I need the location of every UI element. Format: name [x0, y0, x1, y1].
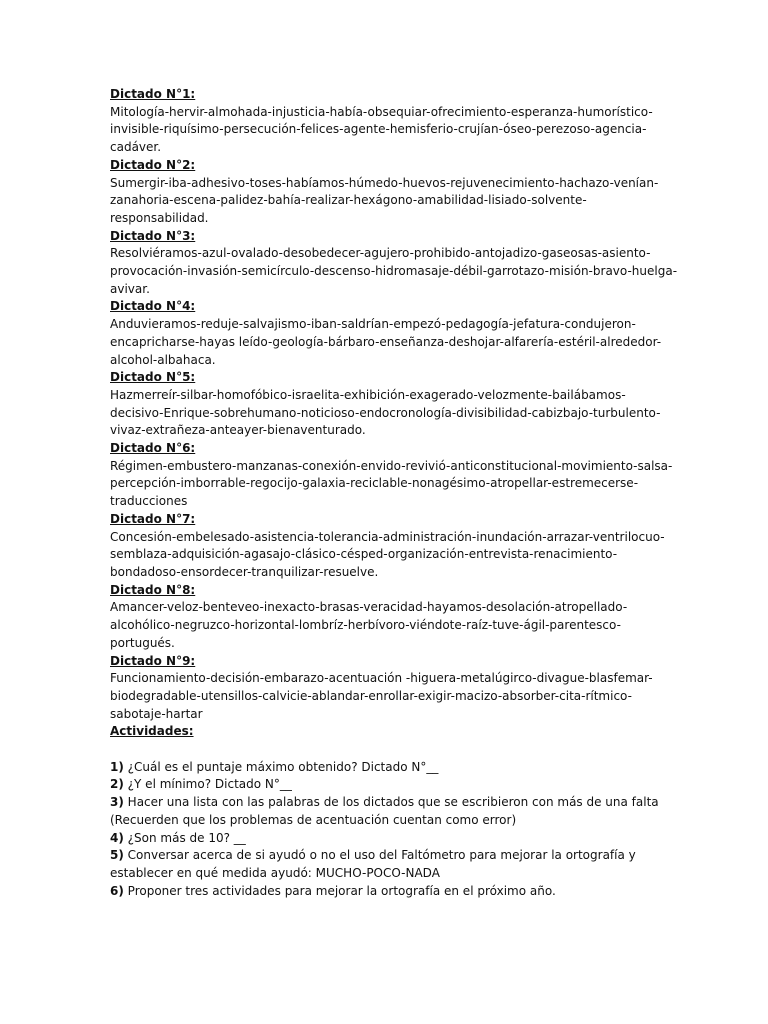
- dictado-word-line: biodegradable-utensillos-calvicie-ablandar-enrollar-exigir-macizo-absorber-cita-rítmico-: [110, 688, 632, 703]
- dictado-word-line: responsabilidad.: [110, 210, 209, 225]
- actividad-item: [110, 883, 670, 901]
- dictado-block: [110, 228, 678, 299]
- actividad-line: [110, 883, 670, 901]
- dictado-word-line: encapricharse-hayas leído-geología-bárbaro-enseñanza-deshojar-alfarería-estéril-alrededor-: [110, 334, 662, 349]
- dictado-heading: Dictado N°3:: [110, 228, 196, 243]
- actividad-text: ¿Son más de 10? __: [127, 830, 246, 845]
- dictado-block: [110, 440, 673, 511]
- actividad-text: establecer en qué medida ayudó: MUCHO-POCO-NADA: [110, 865, 440, 880]
- actividad-number: 5): [110, 848, 124, 863]
- actividad-item: [110, 847, 670, 882]
- dictado-word-line: Sumergir-iba-adhesivo-toses-habíamos-húmedo-huevos-rejuvenecimiento-hachazo-venían-: [110, 175, 659, 190]
- actividad-text: (Recuerden que los problemas de acentuación cuentan como error): [110, 812, 517, 827]
- actividades-heading: Actividades:: [110, 724, 194, 739]
- dictado-heading: Dictado N°4:: [110, 299, 196, 314]
- actividad-item: [110, 830, 670, 848]
- dictado-block: [110, 86, 670, 157]
- dictado-word-line: Mitología-hervir-almohada-injusticia-había-obsequiar-ofrecimiento-esperanza-humorístico-: [110, 104, 653, 119]
- dictado-word-line: decisivo-Enrique-sobrehumano-noticioso-endocronología-divisibilidad-cabizbajo-turbulento-: [110, 405, 661, 420]
- dictados-section: [110, 86, 678, 723]
- actividad-number: 1): [110, 759, 124, 774]
- actividad-item: [110, 759, 670, 777]
- document-page: [110, 86, 678, 900]
- actividad-text: Conversar acerca de si ayudó o no el uso del Faltómetro para mejorar la ortografía y: [127, 848, 636, 863]
- actividad-number: 6): [110, 883, 124, 898]
- dictado-heading: Dictado N°5:: [110, 370, 196, 385]
- dictado-heading: Dictado N°1:: [110, 87, 196, 101]
- dictado-word-line: invisible-riquísimo-persecución-felices-agente-hemisferio-crujían-óseo-perezoso-agencia-: [110, 122, 647, 137]
- actividad-number: 4): [110, 830, 124, 845]
- actividad-line: [110, 812, 670, 830]
- dictado-heading: Dictado N°8:: [110, 582, 196, 597]
- dictado-word-line: zanahoria-escena-palidez-bahía-realizar-hexágono-amabilidad-lisiado-solvente-: [110, 193, 587, 208]
- dictado-block: [110, 157, 670, 228]
- dictado-block: [110, 369, 670, 440]
- actividad-line: [110, 830, 670, 848]
- actividad-line: [110, 776, 670, 794]
- dictado-word-line: portugués.: [110, 635, 175, 650]
- actividad-text: Proponer tres actividades para mejorar la ortografía en el próximo año.: [127, 883, 556, 898]
- dictado-word-line: Anduvieramos-reduje-salvajismo-iban-saldrían-empezó-pedagogía-jefatura-condujeron-: [110, 317, 636, 332]
- dictado-block: [110, 298, 670, 369]
- dictado-word-line: Régimen-embustero-manzanas-conexión-envido-revivió-anticonstitucional-movimiento-salsa-: [110, 458, 673, 473]
- actividad-line: [110, 759, 670, 777]
- dictado-block: [110, 653, 670, 724]
- dictado-word-line: sabotaje-hartar: [110, 706, 203, 721]
- actividad-line: [110, 847, 670, 865]
- actividad-number: 2): [110, 777, 124, 792]
- dictado-word-line: bondadoso-ensordecer-tranquilizar-resuelve.: [110, 564, 379, 579]
- actividad-line: [110, 865, 670, 883]
- actividad-item: [110, 794, 670, 829]
- actividad-line: [110, 794, 670, 812]
- dictado-word-line: Amancer-veloz-benteveo-inexacto-brasas-veracidad-hayamos-desolación-atropellado-: [110, 600, 628, 615]
- actividad-text: ¿Y el mínimo? Dictado N°__: [127, 777, 292, 792]
- dictado-heading: Dictado N°9:: [110, 653, 196, 668]
- dictado-heading: Dictado N°2:: [110, 157, 196, 172]
- actividad-number: 3): [110, 795, 124, 810]
- dictado-word-line: alcohol-albahaca.: [110, 352, 216, 367]
- actividad-text: ¿Cuál es el puntaje máximo obtenido? Dictado N°__: [127, 759, 439, 774]
- dictado-word-line: Resolviéramos-azul-ovalado-desobedecer-agujero-prohibido-antojadizo-gaseosas-asiento-: [110, 246, 651, 261]
- actividades-list: [110, 759, 670, 901]
- dictado-block: [110, 582, 670, 653]
- dictado-word-line: Concesión-embelesado-asistencia-tolerancia-administración-inundación-arrazar-ventrilocuo-: [110, 529, 665, 544]
- dictado-word-line: Funcionamiento-decisión-embarazo-acentuación -higuera-metalúgirco-divague-blasfemar-: [110, 671, 653, 686]
- dictado-word-line: Hazmerreír-silbar-homofóbico-israelita-exhibición-exagerado-velozmente-bailábamos-: [110, 387, 626, 402]
- actividad-item: [110, 776, 670, 794]
- dictado-word-line: vivaz-extrañeza-anteayer-bienaventurado.: [110, 423, 366, 438]
- dictado-word-line: traducciones: [110, 494, 188, 509]
- dictado-block: [110, 511, 670, 582]
- dictado-heading: Dictado N°7:: [110, 511, 196, 526]
- dictado-word-line: alcohólico-negruzco-horizontal-lombríz-herbívoro-viéndote-raíz-tuve-ágil-parentesco-: [110, 618, 621, 633]
- dictado-word-line: cadáver.: [110, 140, 162, 155]
- dictado-word-line: provocación-invasión-semicírculo-descenso-hidromasaje-débil-garrotazo-misión-bravo-huelga-: [110, 264, 678, 279]
- blank-line: [110, 741, 670, 759]
- dictado-word-line: percepción-imborrable-regocijo-galaxia-reciclable-nonagésimo-atropellar-estremecerse-: [110, 476, 639, 491]
- dictado-heading: Dictado N°6:: [110, 441, 196, 456]
- dictado-word-line: semblaza-adquisición-agasajo-clásico-césped-organización-entrevista-renacimiento-: [110, 547, 618, 562]
- actividad-text: Hacer una lista con las palabras de los dictados que se escribieron con más de una falta: [127, 795, 659, 810]
- dictado-word-line: avivar.: [110, 281, 150, 296]
